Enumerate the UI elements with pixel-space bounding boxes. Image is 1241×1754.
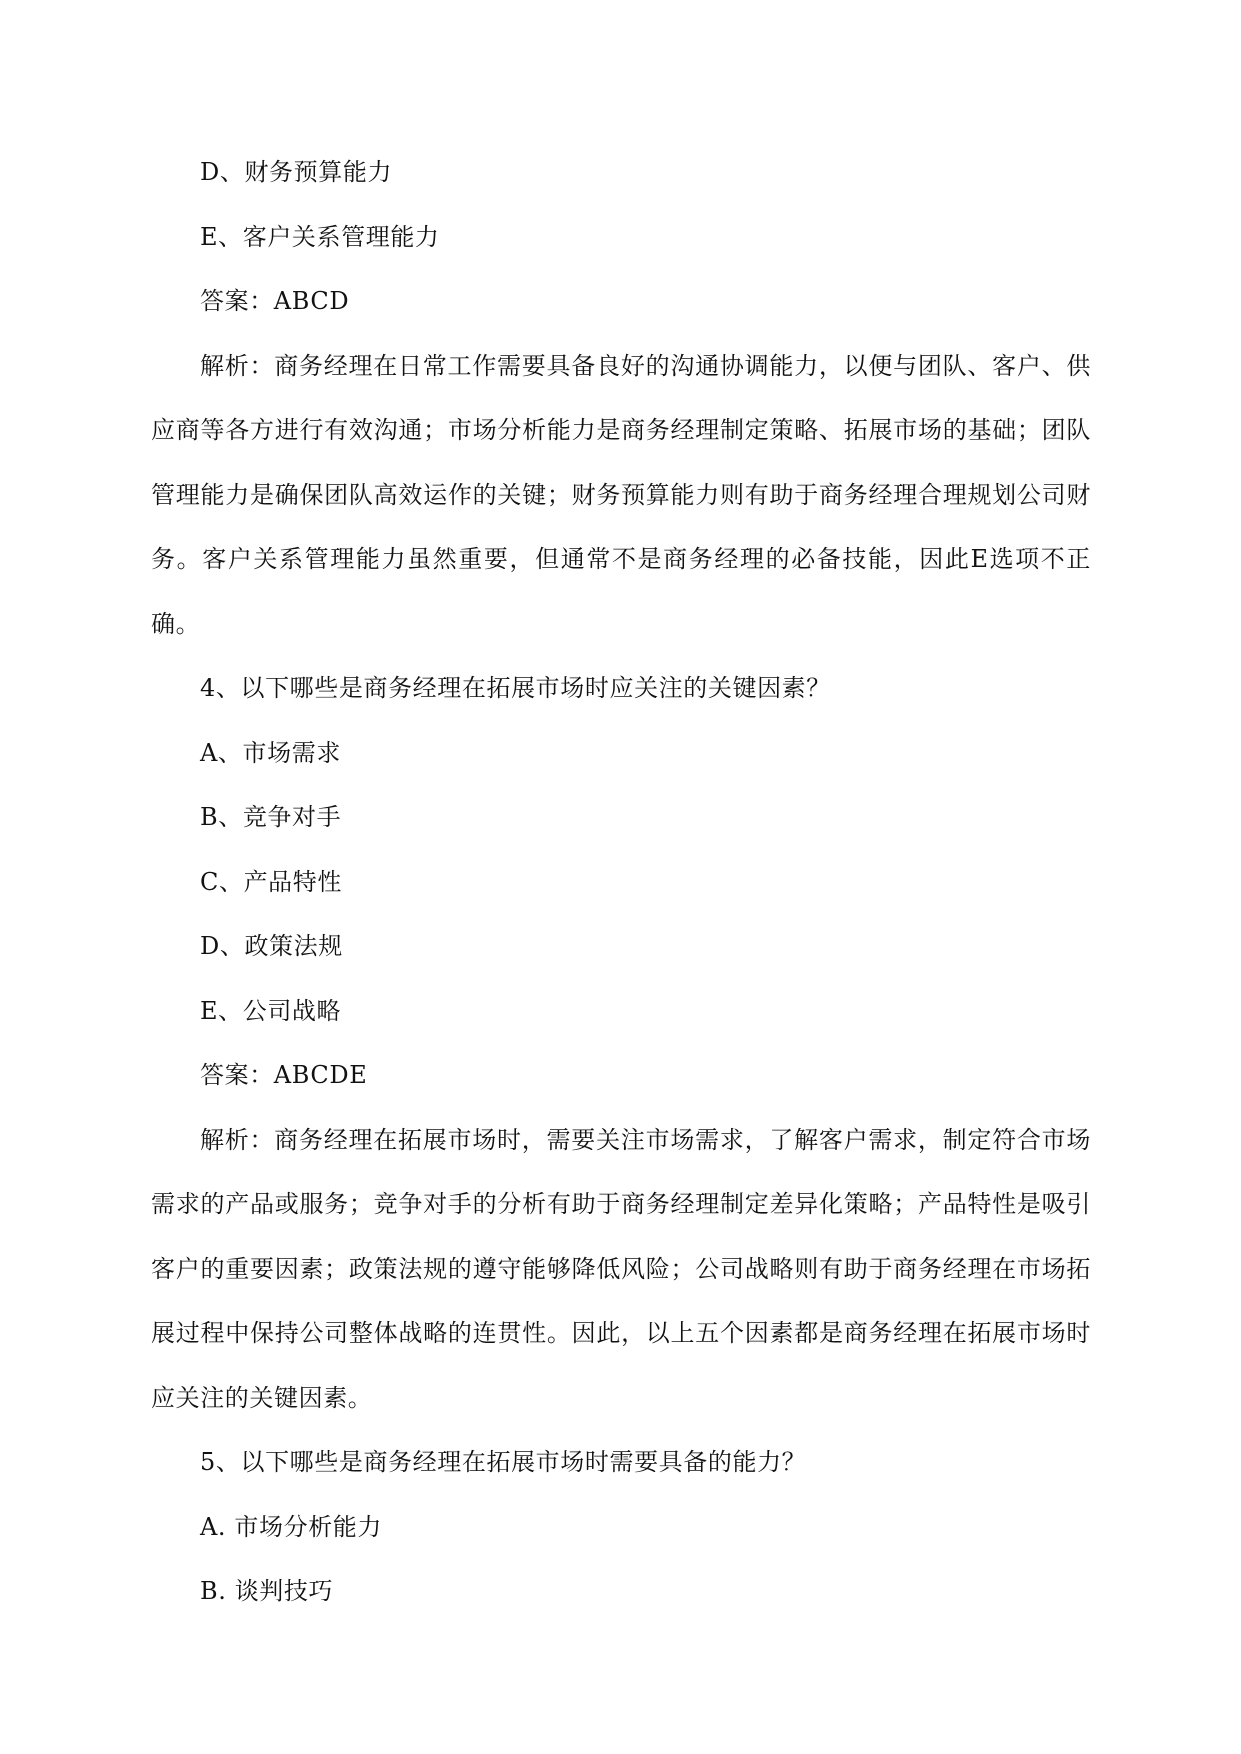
answer-q3: 答案：ABCD [200, 287, 350, 315]
option-e-crm: E、客户关系管理能力 [200, 222, 440, 251]
explanation-q4: 解析：商务经理在拓展市场时，需要关注市场需求，了解客户需求，制定符合市场需求的产品或服务；竞争对手的分析有助于商务经理制定差异化策略；产品特性是吸引客户的重要因素；政策法规的遵守能够降低风险；公司战略则有助于商务经理在市场拓展过程中保持公司整体战略的连贯性。因此，以上五个因素都是商务经理在拓展市场时应关注的关键因素。 [151, 1125, 1091, 1412]
option-c-product-features: C、产品特性 [200, 867, 342, 896]
option-a-market-demand: A、市场需求 [200, 738, 341, 767]
option-e-strategy: E、公司战略 [200, 996, 342, 1025]
explanation-q3: 解析：商务经理在日常工作需要具备良好的沟通协调能力，以便与团队、客户、供应商等各方进行有效沟通；市场分析能力是商务经理制定策略、拓展市场的基础；团队管理能力是确保团队高效运作的关键；财务预算能力则有助于商务经理合理规划公司财务。客户关系管理能力虽然重要，但通常不是商务经理的必备技能，因此E选项不正确。 [151, 351, 1091, 638]
question-5: 5、以下哪些是商务经理在拓展市场时需要具备的能力？ [200, 1448, 807, 1476]
option-d-budget: D、财务预算能力 [200, 158, 393, 186]
option-a-market-analysis: A. 市场分析能力 [200, 1512, 382, 1541]
answer-q4: 答案：ABCDE [200, 1061, 368, 1089]
option-d-policy: D、政策法规 [200, 932, 343, 960]
question-4: 4、以下哪些是商务经理在拓展市场时应关注的关键因素？ [200, 674, 831, 702]
option-b-negotiation: B. 谈判技巧 [200, 1577, 334, 1605]
document-content [151, 140, 1091, 1624]
option-b-competitors: B、竞争对手 [200, 803, 342, 831]
